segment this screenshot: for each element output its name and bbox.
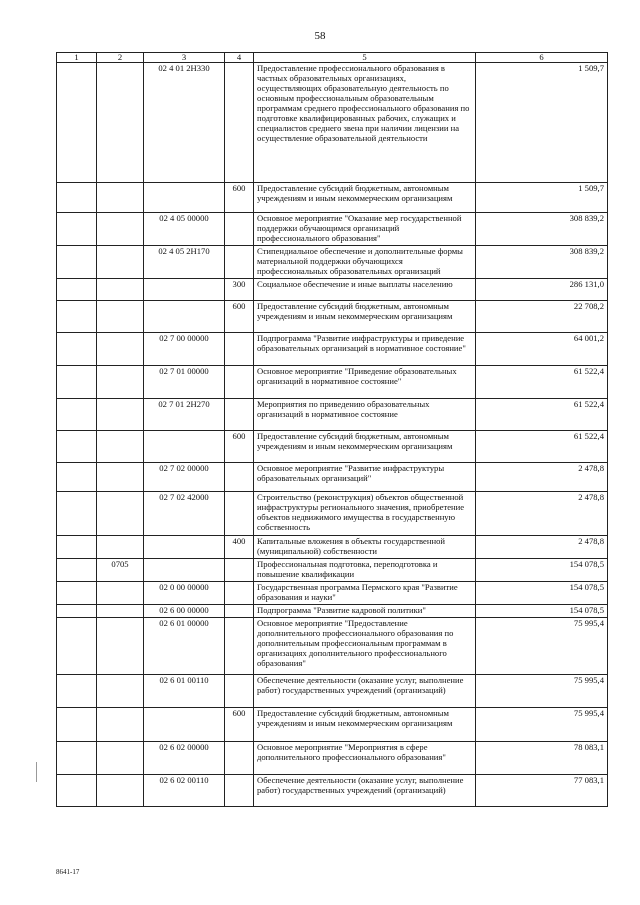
table-row xyxy=(57,399,608,431)
table-cell-c1 xyxy=(57,366,97,399)
table-cell-c3: 02 4 01 2Н330 xyxy=(144,63,225,183)
table-cell-c2 xyxy=(97,399,144,431)
table-cell-c3: 02 6 01 00000 xyxy=(144,617,225,674)
table-cell-c5: Мероприятия по приведению образовательных организаций в нормативное состояние xyxy=(254,399,476,431)
table-cell-c2 xyxy=(97,183,144,213)
table-cell-c2 xyxy=(97,492,144,536)
table-cell-c1 xyxy=(57,536,97,559)
table-cell-c2 xyxy=(97,431,144,463)
table-cell-c3 xyxy=(144,559,225,582)
table-cell-c5: Основное мероприятие "Предоставление дополнительного профессионального образования по дополнительным профессиональным программам в организациях дополнительного профессионального образования" xyxy=(254,617,476,674)
table-row xyxy=(57,741,608,774)
table-row xyxy=(57,333,608,366)
margin-mark xyxy=(36,762,37,782)
table-cell-c6: 308 839,2 xyxy=(476,246,608,279)
table-cell-c5: Предоставление субсидий бюджетным, автономным учреждениям и иным некоммерческим организациям xyxy=(254,183,476,213)
table-cell-c6: 61 522,4 xyxy=(476,399,608,431)
table-cell-c6: 61 522,4 xyxy=(476,366,608,399)
column-header: 3 xyxy=(144,53,225,63)
table-cell-c1 xyxy=(57,63,97,183)
table-cell-c1 xyxy=(57,559,97,582)
column-header: 2 xyxy=(97,53,144,63)
table-cell-c5: Социальное обеспечение и иные выплаты населению xyxy=(254,279,476,301)
table-cell-c1 xyxy=(57,463,97,492)
table-cell-c3 xyxy=(144,431,225,463)
table-row xyxy=(57,246,608,279)
table-cell-c1 xyxy=(57,301,97,333)
table-cell-c2 xyxy=(97,674,144,707)
table-row xyxy=(57,536,608,559)
table-cell-c2 xyxy=(97,301,144,333)
table-cell-c5: Капитальные вложения в объекты государственной (муниципальной) собственности xyxy=(254,536,476,559)
table-cell-c4 xyxy=(225,246,254,279)
table-cell-c3 xyxy=(144,536,225,559)
table-cell-c6: 2 478,8 xyxy=(476,492,608,536)
table-cell-c1 xyxy=(57,604,97,617)
table-row xyxy=(57,604,608,617)
table-cell-c6: 2 478,8 xyxy=(476,536,608,559)
table-cell-c4 xyxy=(225,581,254,604)
table-cell-c5: Стипендиальное обеспечение и дополнительные формы материальной поддержки обучающихся профессиональных образовательных организаций xyxy=(254,246,476,279)
table-cell-c6: 64 001,2 xyxy=(476,333,608,366)
table-cell-c5: Предоставление субсидий бюджетным, автономным учреждениям и иным некоммерческим организациям xyxy=(254,431,476,463)
table-row xyxy=(57,183,608,213)
table-cell-c3: 02 0 00 00000 xyxy=(144,581,225,604)
table-cell-c4 xyxy=(225,492,254,536)
table-cell-c6: 75 995,4 xyxy=(476,707,608,741)
table-cell-c1 xyxy=(57,492,97,536)
table-row xyxy=(57,301,608,333)
table-cell-c6: 1 509,7 xyxy=(476,63,608,183)
table-cell-c4 xyxy=(225,63,254,183)
table-cell-c2 xyxy=(97,581,144,604)
table-cell-c2 xyxy=(97,741,144,774)
table-cell-c4 xyxy=(225,617,254,674)
table-cell-c4: 600 xyxy=(225,183,254,213)
table-row xyxy=(57,279,608,301)
table-cell-c3 xyxy=(144,301,225,333)
table-cell-c3: 02 6 02 00000 xyxy=(144,741,225,774)
table-cell-c1 xyxy=(57,246,97,279)
table-cell-c4 xyxy=(225,213,254,246)
table-cell-c3 xyxy=(144,279,225,301)
table-cell-c4: 300 xyxy=(225,279,254,301)
table-cell-c2 xyxy=(97,213,144,246)
table-body xyxy=(57,63,608,807)
table-cell-c5: Подпрограмма "Развитие кадровой политики" xyxy=(254,604,476,617)
table-cell-c1 xyxy=(57,213,97,246)
table-cell-c3: 02 7 02 00000 xyxy=(144,463,225,492)
table-cell-c2: 0705 xyxy=(97,559,144,582)
table-cell-c4 xyxy=(225,604,254,617)
table-cell-c6: 75 995,4 xyxy=(476,674,608,707)
table-row xyxy=(57,581,608,604)
table-cell-c4 xyxy=(225,559,254,582)
table-cell-c3: 02 6 01 00110 xyxy=(144,674,225,707)
table-cell-c3: 02 7 01 2Н270 xyxy=(144,399,225,431)
table-cell-c4 xyxy=(225,399,254,431)
table-cell-c1 xyxy=(57,741,97,774)
table-cell-c3: 02 6 00 00000 xyxy=(144,604,225,617)
table-cell-c6: 286 131,0 xyxy=(476,279,608,301)
table-cell-c6: 78 083,1 xyxy=(476,741,608,774)
table-cell-c1 xyxy=(57,279,97,301)
table-cell-c5: Подпрограмма "Развитие инфраструктуры и приведение образовательных организаций в нормативное состояние" xyxy=(254,333,476,366)
table-cell-c2 xyxy=(97,333,144,366)
table-cell-c6: 154 078,5 xyxy=(476,604,608,617)
footer-code: 8641-17 xyxy=(56,868,80,876)
table-cell-c6: 154 078,5 xyxy=(476,581,608,604)
table-cell-c6: 154 078,5 xyxy=(476,559,608,582)
table-cell-c1 xyxy=(57,707,97,741)
table-cell-c2 xyxy=(97,279,144,301)
table-cell-c2 xyxy=(97,246,144,279)
table-cell-c4: 600 xyxy=(225,301,254,333)
column-header: 4 xyxy=(225,53,254,63)
table-cell-c4: 400 xyxy=(225,536,254,559)
column-header: 1 xyxy=(57,53,97,63)
table-cell-c6: 75 995,4 xyxy=(476,617,608,674)
table-cell-c4 xyxy=(225,366,254,399)
table-cell-c2 xyxy=(97,617,144,674)
table-cell-c5: Профессиональная подготовка, переподготовка и повышение квалификации xyxy=(254,559,476,582)
table-cell-c2 xyxy=(97,63,144,183)
table-cell-c5: Государственная программа Пермского края "Развитие образования и науки" xyxy=(254,581,476,604)
table-cell-c5: Обеспечение деятельности (оказание услуг, выполнение работ) государственных учреждений (организаций) xyxy=(254,674,476,707)
table-cell-c1 xyxy=(57,399,97,431)
table-cell-c5: Основное мероприятие "Развитие инфраструктуры образовательных организаций" xyxy=(254,463,476,492)
table-cell-c4 xyxy=(225,774,254,806)
table-row xyxy=(57,366,608,399)
table-cell-c3 xyxy=(144,707,225,741)
table-row xyxy=(57,431,608,463)
table-cell-c2 xyxy=(97,604,144,617)
table-cell-c6: 308 839,2 xyxy=(476,213,608,246)
table-cell-c3: 02 4 05 00000 xyxy=(144,213,225,246)
table-cell-c2 xyxy=(97,536,144,559)
table-cell-c3 xyxy=(144,183,225,213)
table-cell-c3: 02 7 00 00000 xyxy=(144,333,225,366)
table-cell-c4 xyxy=(225,463,254,492)
table-cell-c1 xyxy=(57,581,97,604)
table-cell-c4 xyxy=(225,333,254,366)
table-cell-c2 xyxy=(97,366,144,399)
column-header: 5 xyxy=(254,53,476,63)
table-cell-c1 xyxy=(57,333,97,366)
table-cell-c1 xyxy=(57,674,97,707)
table-cell-c2 xyxy=(97,774,144,806)
table-row xyxy=(57,492,608,536)
table-cell-c3: 02 7 02 42000 xyxy=(144,492,225,536)
table-cell-c2 xyxy=(97,463,144,492)
table-cell-c5: Предоставление профессионального образования в частных образовательных организациях, осуществляющих образовательную деятельность по основным профессиональным образовательным программам среднего профессионального образования по подготовке квалифицированных рабочих, служащих и специалистов среднего звена при наличии лицензии на осуществление образовательной деятельности xyxy=(254,63,476,183)
table-cell-c4 xyxy=(225,741,254,774)
table-row xyxy=(57,774,608,806)
column-header: 6 xyxy=(476,53,608,63)
table-cell-c4 xyxy=(225,674,254,707)
table-cell-c6: 77 083,1 xyxy=(476,774,608,806)
table-row xyxy=(57,617,608,674)
table-cell-c5: Предоставление субсидий бюджетным, автономным учреждениям и иным некоммерческим организациям xyxy=(254,301,476,333)
table-cell-c6: 1 509,7 xyxy=(476,183,608,213)
table-cell-c5: Основное мероприятие "Оказание мер государственной поддержки обучающимся организаций профессионального образования" xyxy=(254,213,476,246)
table-cell-c5: Основное мероприятие "Приведение образовательных организаций в нормативное состояние" xyxy=(254,366,476,399)
table-cell-c4: 600 xyxy=(225,707,254,741)
table-cell-c1 xyxy=(57,431,97,463)
table-cell-c6: 22 708,2 xyxy=(476,301,608,333)
table-cell-c5: Основное мероприятие "Мероприятия в сфере дополнительного профессионального образования" xyxy=(254,741,476,774)
table-cell-c6: 61 522,4 xyxy=(476,431,608,463)
budget-table xyxy=(56,52,608,807)
table-cell-c3: 02 6 02 00110 xyxy=(144,774,225,806)
table-cell-c3: 02 7 01 00000 xyxy=(144,366,225,399)
table-cell-c5: Предоставление субсидий бюджетным, автономным учреждениям и иным некоммерческим организациям xyxy=(254,707,476,741)
column-header-row xyxy=(57,53,608,63)
table-cell-c2 xyxy=(97,707,144,741)
table-cell-c5: Строительство (реконструкция) объектов общественной инфраструктуры регионального значения, приобретение объектов недвижимого имущества в государственную собственность xyxy=(254,492,476,536)
table-cell-c1 xyxy=(57,183,97,213)
table-row xyxy=(57,63,608,183)
page-number: 58 xyxy=(314,30,326,42)
table-cell-c3: 02 4 05 2Н170 xyxy=(144,246,225,279)
table-cell-c1 xyxy=(57,617,97,674)
table-cell-c6: 2 478,8 xyxy=(476,463,608,492)
table-row xyxy=(57,559,608,582)
table-cell-c1 xyxy=(57,774,97,806)
table-cell-c4: 600 xyxy=(225,431,254,463)
table-row xyxy=(57,674,608,707)
table-row xyxy=(57,463,608,492)
table-cell-c5: Обеспечение деятельности (оказание услуг, выполнение работ) государственных учреждений (организаций) xyxy=(254,774,476,806)
table-row xyxy=(57,213,608,246)
table-row xyxy=(57,707,608,741)
